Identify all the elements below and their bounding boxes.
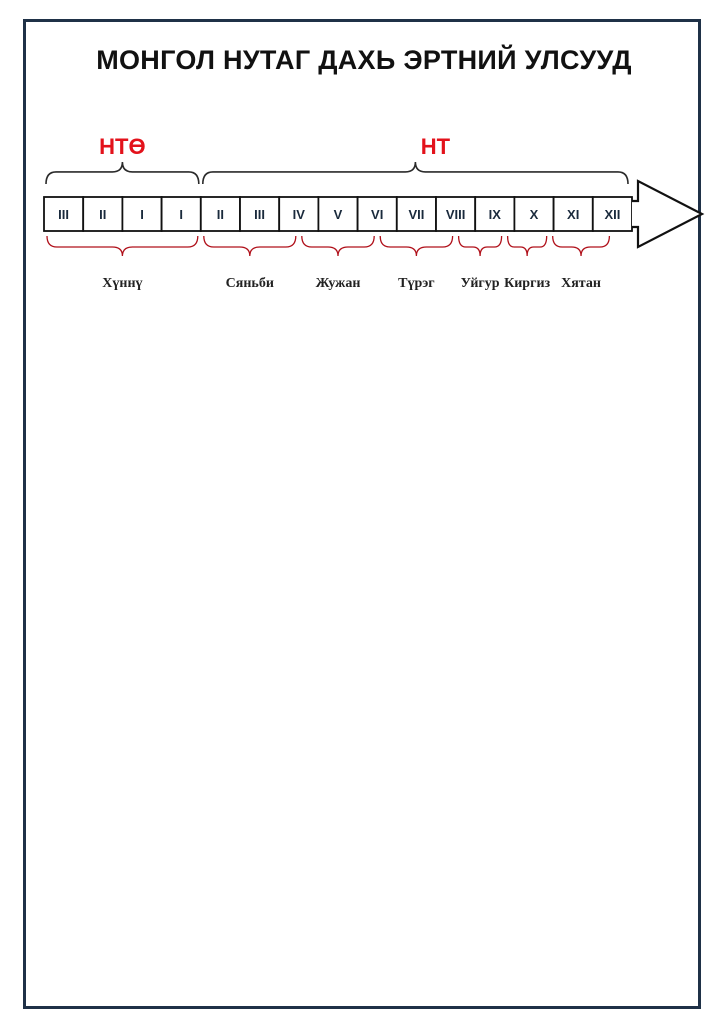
state-brace-4 — [459, 236, 502, 256]
century-label-0: III — [58, 207, 70, 222]
state-label-0: Хүннү — [102, 276, 143, 291]
century-label-4: II — [216, 207, 225, 222]
state-label-1: Сяньби — [225, 276, 274, 291]
century-label-3: I — [179, 207, 184, 222]
page-title: МОНГОЛ НУТАГ ДАХЬ ЭРТНИЙ УЛСУУД — [96, 45, 632, 75]
state-brace-1 — [204, 236, 296, 256]
timeline-arrow — [632, 181, 702, 247]
century-label-13: XI — [567, 207, 580, 222]
century-label-6: IV — [292, 207, 305, 222]
century-label-14: XII — [604, 207, 621, 222]
era-group — [46, 134, 628, 184]
era-brace-1 — [203, 162, 628, 184]
arrow-head — [632, 181, 702, 247]
era-brace-0 — [46, 162, 199, 184]
state-brace-0 — [47, 236, 198, 256]
century-label-1: II — [99, 207, 107, 222]
century-label-11: IX — [488, 207, 501, 222]
state-label-3: Түрэг — [398, 276, 435, 291]
century-cells — [44, 197, 632, 231]
state-label-5: Киргиз — [504, 276, 551, 291]
era-label-0: НТӨ — [99, 134, 146, 159]
state-label-2: Жужан — [315, 276, 361, 291]
century-label-8: VI — [371, 207, 384, 222]
era-label-1: НТ — [420, 134, 451, 159]
century-label-12: X — [529, 207, 539, 222]
state-brace-6 — [553, 236, 610, 256]
century-label-5: III — [254, 207, 266, 222]
state-brace-3 — [380, 236, 452, 256]
state-brace-5 — [508, 236, 547, 256]
century-label-9: VII — [408, 207, 425, 222]
century-label-2: I — [140, 207, 144, 222]
century-label-10: VIII — [445, 207, 466, 222]
state-label-4: Уйгур — [460, 276, 500, 291]
state-brace-2 — [302, 236, 374, 256]
century-label-7: V — [333, 207, 343, 222]
state-label-6: Хятан — [561, 276, 601, 291]
state-group — [47, 236, 609, 291]
